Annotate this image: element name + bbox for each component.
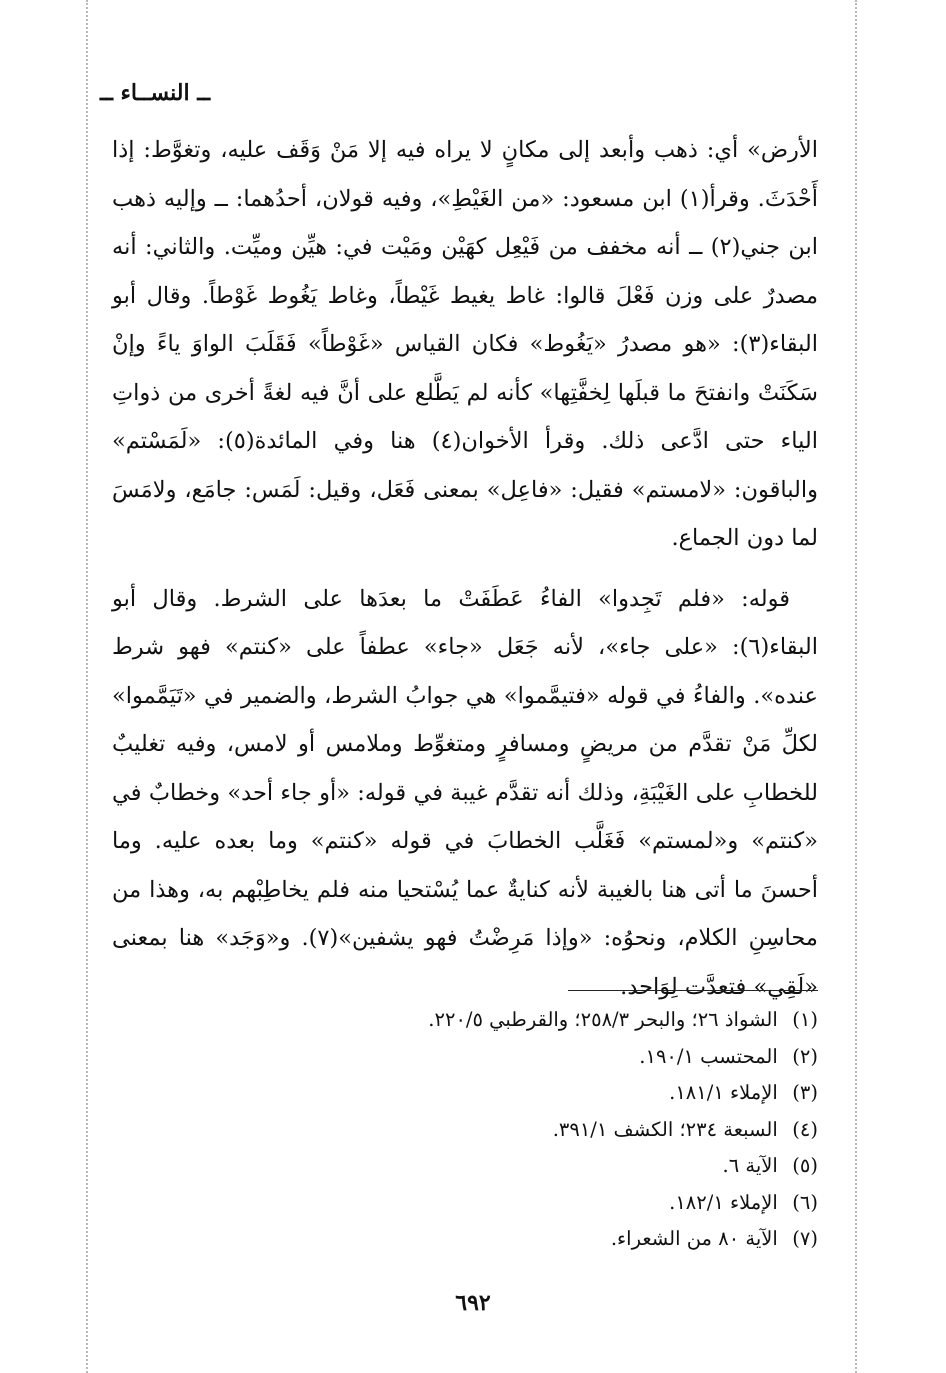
footnote-separator (568, 990, 818, 991)
footnote-text: الإملاء ١٨١/١. (669, 1081, 778, 1104)
footnote-number: (٣) (792, 1081, 818, 1104)
footnote-number: (٢) (792, 1044, 818, 1068)
footnote-number: (٧) (792, 1227, 818, 1250)
footnote-text: السبعة ٢٣٤؛ الكشف ٣٩١/١. (552, 1117, 778, 1141)
footnote (112, 1039, 818, 1076)
footnote-number: (٤) (792, 1117, 818, 1141)
main-text (112, 126, 818, 1011)
footnote-number: (٥) (792, 1154, 818, 1177)
paragraph: الأرض» أي: ذهب وأبعد إلى مكانٍ لا يراه فيه إلا مَنْ وَقَف عليه، وتغوَّط: إذا أَحْدَثَ. وقرأ(١) ابن مسعود: «من الغَيْطِ»، وفيه قولان، أحدُهما: ــ وإليه ذهب ابن جني(٢) ــ أنه مخفف من فَيْعِل كهَيْن ومَيْت في: هيِّن وميِّت. والثاني: أنه مصدرٌ على وزن فَعْلَ قالوا: غاط يغيط غَيْطاً، وغاط يَغُوط غَوْطاً. وقال أبو البقاء(٣): «هو مصدرُ «يَغُوط» فكان القياس «غَوْطاً» فَقَلَبَ الواوَ ياءً وإنْ سَكَنَتْ وانفتحَ ما قبلَها لِخفَّتِها» كأنه لم يَطَّلع على أنَّ فيه لغةً أخرى من ذواتِ الياء حتى ادَّعى ذلك. وقرأ الأخوان(٤) هنا وفي المائدة(٥): «لَمَسْتم» والباقون: «لامستم» فقيل: «فاعِل» بمعنى فَعَل، وقيل: لَمَس: جامَع، ولامَسَ لما دون الجماع. (112, 137, 818, 551)
left-margin-guide (86, 0, 88, 1373)
footnote-text: المحتسب ١٩٠/١. (639, 1044, 778, 1068)
footnote-number: (٦) (792, 1190, 818, 1214)
footnote-text: الإملاء ١٨٢/١. (669, 1190, 778, 1214)
footnote (112, 1185, 818, 1222)
right-margin-guide (855, 0, 857, 1373)
footnote (112, 1075, 818, 1112)
footnote-text: الشواذ ٢٦؛ والبحر ٢٥٨/٣؛ والقرطبي ٢٢٠/٥. (428, 1008, 778, 1031)
running-header: ــ النســاء ــ (100, 80, 211, 106)
paragraph: قوله: «فلم تَجِدوا» الفاءُ عَطَفَتْ ما بعدَها على الشرط. وقال أبو البقاء(٦): «على جاء»، لأنه جَعَل «جاء» عطفاً على «كنتم» فهو شرط عنده». والفاءُ في قوله «فتيمَّموا» هي جوابُ الشرط، والضمير في «تَيَمَّموا» لكلِّ مَنْ تقدَّم من مريضٍ ومسافرٍ ومتغوِّط وملامس أو لامس، وفيه تغليبٌ للخطابِ على الغَيْبَةِ، وذلك أنه تقدَّم غيبة في قوله: «أو جاء أحد» وخطابٌ في «كنتم» و«لمستم» فَغَلَّب الخطابَ في قوله «كنتم» وما بعده عليه. وما أحسنَ ما أتى هنا بالغيبة لأنه كنايةٌ عما يُسْتحيا منه فلم يخاطِبْهم به، وهذا من محاسِنِ الكلام، ونحوُه: «وإذا مَرِضْتُ فهو يشفين»(٧). و«وَجَد» هنا بمعنى «لَقِي» فتعدَّت لِوَاحد. (112, 585, 818, 1000)
footnote (112, 1002, 818, 1039)
footnote (112, 1112, 818, 1149)
footnotes (112, 1002, 818, 1258)
footnote-number: (١) (792, 1008, 818, 1031)
footnote (112, 1148, 818, 1185)
footnote-text: الآية ٦. (722, 1154, 778, 1177)
page-number: ٦٩٢ (455, 1290, 491, 1316)
footnote (112, 1221, 818, 1258)
footnote-text: الآية ٨٠ من الشعراء. (610, 1227, 778, 1250)
